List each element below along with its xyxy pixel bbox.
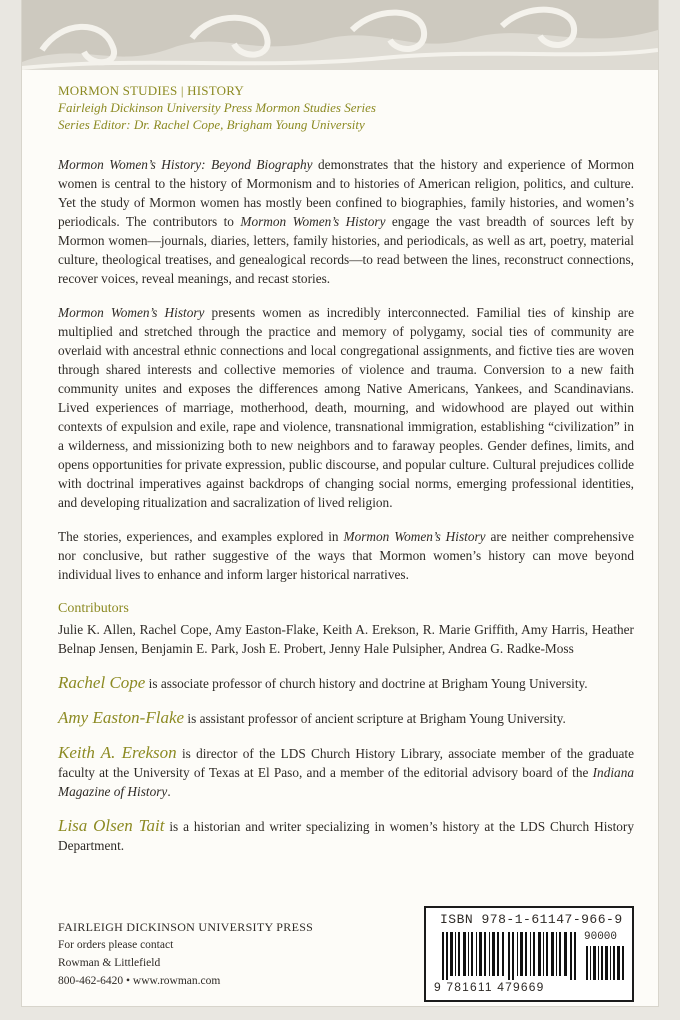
isbn-label: ISBN 978-1-61147-966-9 — [440, 912, 623, 927]
description-paragraph-1 — [58, 155, 634, 288]
cover-content — [58, 82, 634, 870]
contributors-heading: Contributors — [58, 601, 129, 616]
book-title: Mormon Women’s History — [58, 305, 205, 320]
barcode-bars — [442, 932, 578, 980]
orders-line: For orders please contact — [58, 939, 174, 951]
series-line: Fairleigh Dickinson University Press Mormon Studies Series — [58, 100, 376, 115]
author-name: Lisa Olsen Tait — [58, 816, 165, 835]
isbn-barcode — [424, 906, 634, 1002]
series-block — [58, 82, 634, 133]
bio-rachel-cope — [58, 673, 634, 693]
bio-keith-erekson — [58, 743, 634, 801]
bio-text: is director of the LDS Church History Library, associate member of the graduate faculty at the University of Texas at El Paso, and a member of the editorial advisory board of the — [58, 746, 635, 780]
bio-amy-easton-flake — [58, 708, 634, 728]
paragraph-text: demonstrates that the history and experience of Mormon women is central to the history of Mormonism and to histories of American religion, politics, and culture. Yet the study of Mormon women has mostly been confined to biographies, family histories, and women’s periodicals. The contributors to — [58, 157, 635, 229]
book-title: Mormon Women’s History — [240, 214, 386, 229]
series-editor: Series Editor: Dr. Rachel Cope, Brigham Young University — [58, 117, 365, 132]
description — [58, 155, 634, 855]
book-title: Mormon Women’s History: Beyond Biography — [58, 157, 313, 172]
author-name: Keith A. Erekson — [58, 743, 177, 762]
author-name: Rachel Cope — [58, 673, 146, 692]
contributors-list: Julie K. Allen, Rachel Cope, Amy Easton-Flake, Keith A. Erekson, R. Marie Griffith, Amy Harris, Heather Belnap Jensen, Benjamin E. Park, Josh E. Probert, Jenny Hale Pulsipher, Andrea G. Radke-Moss — [58, 622, 634, 656]
magazine-title: Indiana Magazine of History — [58, 765, 634, 799]
book-title: Mormon Women’s History — [343, 529, 486, 544]
paragraph-text: presents women as incredibly interconnected. Familial ties of kinship are multiplied and stretched through the practice and memory of polygamy, social ties of community are overlaid with ancestral ethnic connections and local congregational assignments, and fictive ties are woven through shared interests and collective memories of violence and trauma. Conversion to a new faith community unites and exposes the differences among Native Americans, Yankees, and Scandinavians. Lived experiences of marriage, motherhood, death, mourning, and widowhood are played out within contexts of expulsion and exile, rape and violence, transnational immigration, establishing “civilization” in a wilderness, and missionizing both to new neighbors and to faraway peoples. Gender defines, limits, and opens opportunities for private expression, public discourse, and popular culture. Cultural prejudices collide with doctrinal imperatives against backdrops of changing social norms, emerging professional identities, and developing ritualization and sacralization of lived religion. — [58, 305, 635, 510]
distributor-name: Rowman & Littlefield — [58, 957, 161, 969]
bio-text: is associate professor of church history and doctrine at Brigham Young University. — [145, 676, 588, 691]
ean-number: 9 781611 479669 — [434, 980, 545, 994]
bio-lisa-olsen-tait — [58, 816, 634, 855]
paragraph-text: are neither comprehensive nor conclusive, but rather suggestive of the ways that Mormon women’s history can move beyond individual lives to enhance and inform larger historical narratives. — [58, 529, 634, 582]
category-label: MORMON STUDIES | HISTORY — [58, 83, 244, 98]
contributors-section — [58, 599, 634, 658]
price-code: 90000 — [584, 931, 618, 943]
bio-text: is a historian and writer specializing in women’s history at the LDS Church History Department. — [58, 819, 634, 853]
bio-text: . — [167, 784, 171, 799]
author-name: Amy Easton-Flake — [58, 708, 185, 727]
contact-info: 800-462-6420 • www.rowman.com — [58, 975, 221, 987]
description-paragraph-2 — [58, 303, 634, 512]
addon-barcode — [586, 946, 624, 980]
description-paragraph-3 — [58, 527, 634, 584]
paragraph-text: The stories, experiences, and examples explored in — [58, 529, 344, 544]
paragraph-text: engage the vast breadth of sources left by Mormon women—journals, diaries, letters, family histories, and periodicals, as well as art, poetry, material culture, theological treatises, and genealogical records—to read between the lines, reconstruct connections, recover voices, reveal meanings, and recast stories. — [58, 214, 634, 286]
publisher-name: FAIRLEIGH DICKINSON UNIVERSITY PRESS — [58, 920, 314, 934]
back-cover — [22, 0, 658, 1006]
bio-text: is assistant professor of ancient scripture at Brigham Young University. — [184, 711, 566, 726]
floral-ornament-border — [22, 0, 658, 70]
